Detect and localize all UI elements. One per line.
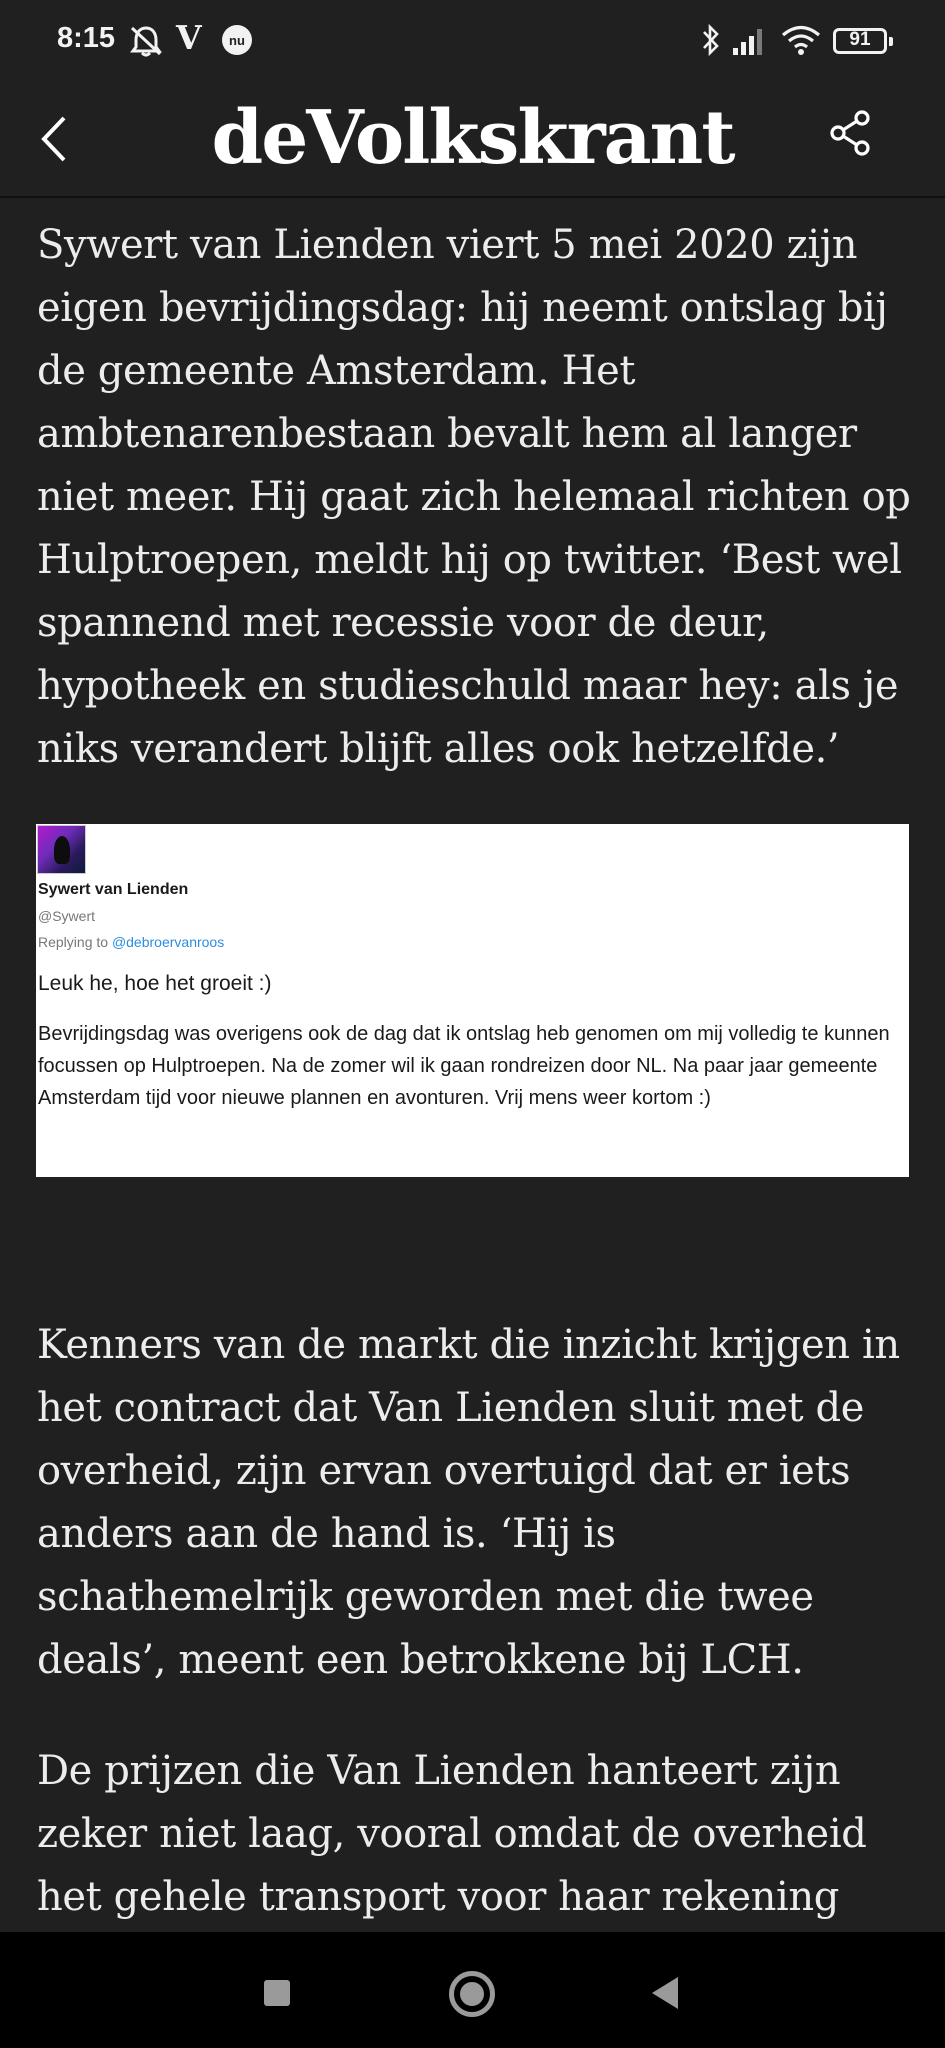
system-nav-bar (0, 1932, 945, 2048)
share-icon[interactable] (826, 108, 876, 158)
embedded-tweet-image (36, 824, 909, 1177)
status-time: 8:15 (57, 22, 116, 54)
battery-level: 91 (849, 29, 871, 50)
nu-app-icon (221, 24, 253, 60)
battery-icon (833, 28, 887, 54)
brand-logo: deVolkskrant (211, 95, 734, 181)
signal-icon (732, 26, 768, 60)
wifi-icon (780, 24, 822, 60)
back-triangle-icon[interactable] (652, 1977, 678, 2009)
tweet-author-handle: @Sywert (38, 908, 95, 924)
article-paragraph: Kenners van de markt die inzicht krijgen in het contract dat Van Lienden sluit met de overheid, zijn ervan overtuigd dat er iets anders aan de hand is. ‘Hij is schathemelrijk geworden met die twee deals’, meent een betrokkene bij LCH. (37, 1322, 900, 1683)
tweet-replying-to (38, 934, 224, 950)
tweet-body: Bevrijdingsdag was overigens ook de dag dat ik ontslag heb genomen om mij volledig te kunnen focussen op Hulptroepen. Na de zomer wil ik gaan rondreizen door NL. Na paar jaar gemeente Amsterdam tijd voor nieuwe plannen en avonturen. Vrij mens weer kortom :) (38, 1023, 890, 1109)
svg-text:nu: nu (229, 33, 245, 48)
article-paragraph: Sywert van Lienden viert 5 mei 2020 zijn eigen bevrijdingsdag: hij neemt ontslag bij de gemeente Amsterdam. Het ambtenarenbestaan bevalt hem al langer niet meer. Hij gaat zich helemaal richten op Hulptroepen, meldt hij op twitter. ‘Best wel spannend met recessie voor de deur, hypotheek en studieschuld maar hey: als je niks verandert blijft alles ook hetzelfde.’ (37, 222, 911, 772)
app-header (0, 82, 945, 198)
recents-square-icon[interactable] (264, 1980, 290, 2006)
tweet-first-line: Leuk he, hoe het groeit :) (38, 972, 272, 995)
muted-alarm-icon (128, 24, 164, 62)
article-body (0, 150, 945, 1932)
carrier-v-icon: V (176, 18, 202, 57)
article-paragraph: De prijzen die Van Lienden hanteert zijn zeker niet laag, vooral omdat de overheid het gehele transport voor haar rekening (37, 1748, 867, 1920)
tweet-author-name: Sywert van Lienden (38, 881, 189, 898)
home-circle-icon[interactable] (449, 1971, 495, 2017)
avatar (37, 825, 86, 874)
bluetooth-icon (700, 22, 722, 62)
tweet-replying-prefix: Replying to (38, 934, 109, 950)
tweet-replying-handle: @debroervanroos (111, 934, 225, 950)
status-bar (0, 0, 945, 82)
